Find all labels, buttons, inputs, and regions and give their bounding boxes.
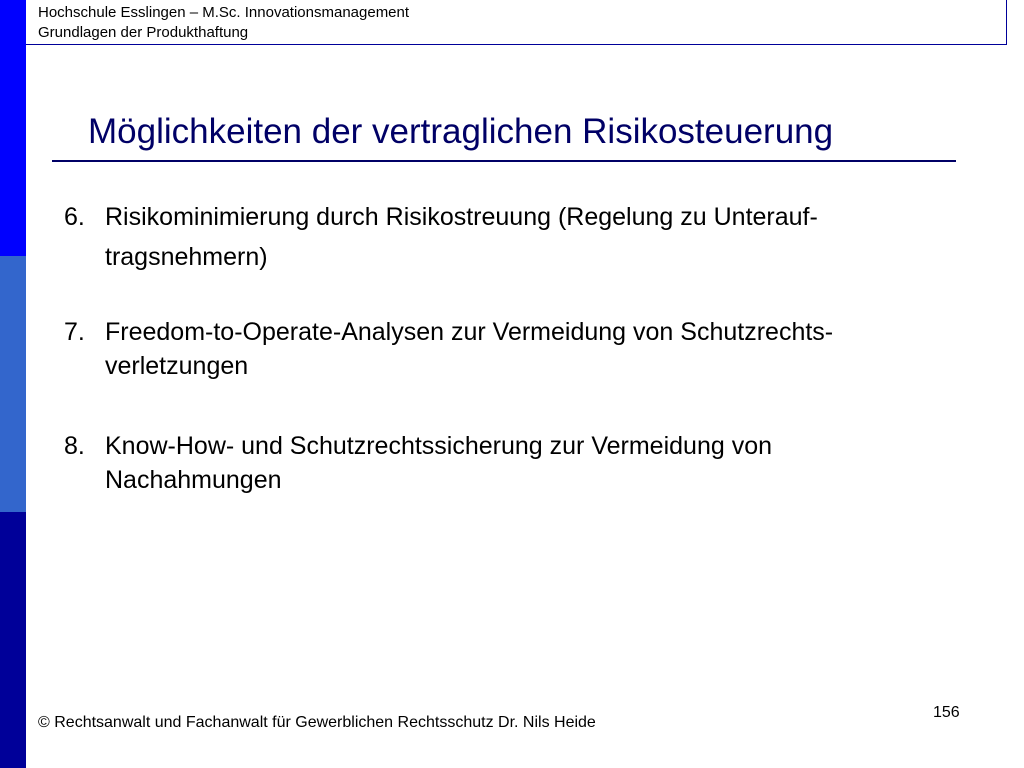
list-item-text [105, 315, 944, 383]
list-item [64, 315, 944, 383]
title-underline [52, 160, 956, 162]
header-institution: Hochschule Esslingen – M.Sc. Innovationsmanagement [38, 4, 410, 21]
numbered-list [64, 197, 944, 497]
list-item-line: Nachahmungen [105, 466, 282, 494]
slide-header [38, 3, 409, 43]
list-item-text [105, 429, 944, 497]
header-divider [26, 44, 1006, 45]
list-item-number: 6. [64, 203, 85, 231]
list-item-line: Know-How- und Schutzrechtssicherung zur Vermeidung von [105, 432, 773, 460]
list-item-line: tragsnehmern) [105, 243, 268, 271]
list-item [64, 197, 944, 277]
list-item-line: verletzungen [105, 352, 249, 380]
list-item-line: Risikominimierung durch Risikostreuung (Regelung zu Unterauf- [105, 203, 818, 231]
side-bar-top-segment [0, 0, 26, 256]
header-course: Grundlagen der Produkthaftung [38, 24, 249, 41]
list-item-number: 7. [64, 318, 85, 346]
footer-copyright: © Rechtsanwalt und Fachanwalt für Gewerblichen Rechtsschutz Dr. Nils Heide [38, 714, 596, 731]
list-item-line: Freedom-to-Operate-Analysen zur Vermeidung von Schutzrechts- [105, 318, 834, 346]
list-item-number: 8. [64, 432, 85, 460]
side-bar-middle-segment [0, 256, 26, 512]
side-bar-bottom-segment [0, 512, 26, 768]
slide-title: Möglichkeiten der vertraglichen Risikosteuerung [88, 112, 834, 151]
page-number: 156 [933, 704, 960, 721]
list-item-text [105, 197, 944, 277]
list-item [64, 429, 944, 497]
header-divider-edge [1006, 0, 1007, 45]
